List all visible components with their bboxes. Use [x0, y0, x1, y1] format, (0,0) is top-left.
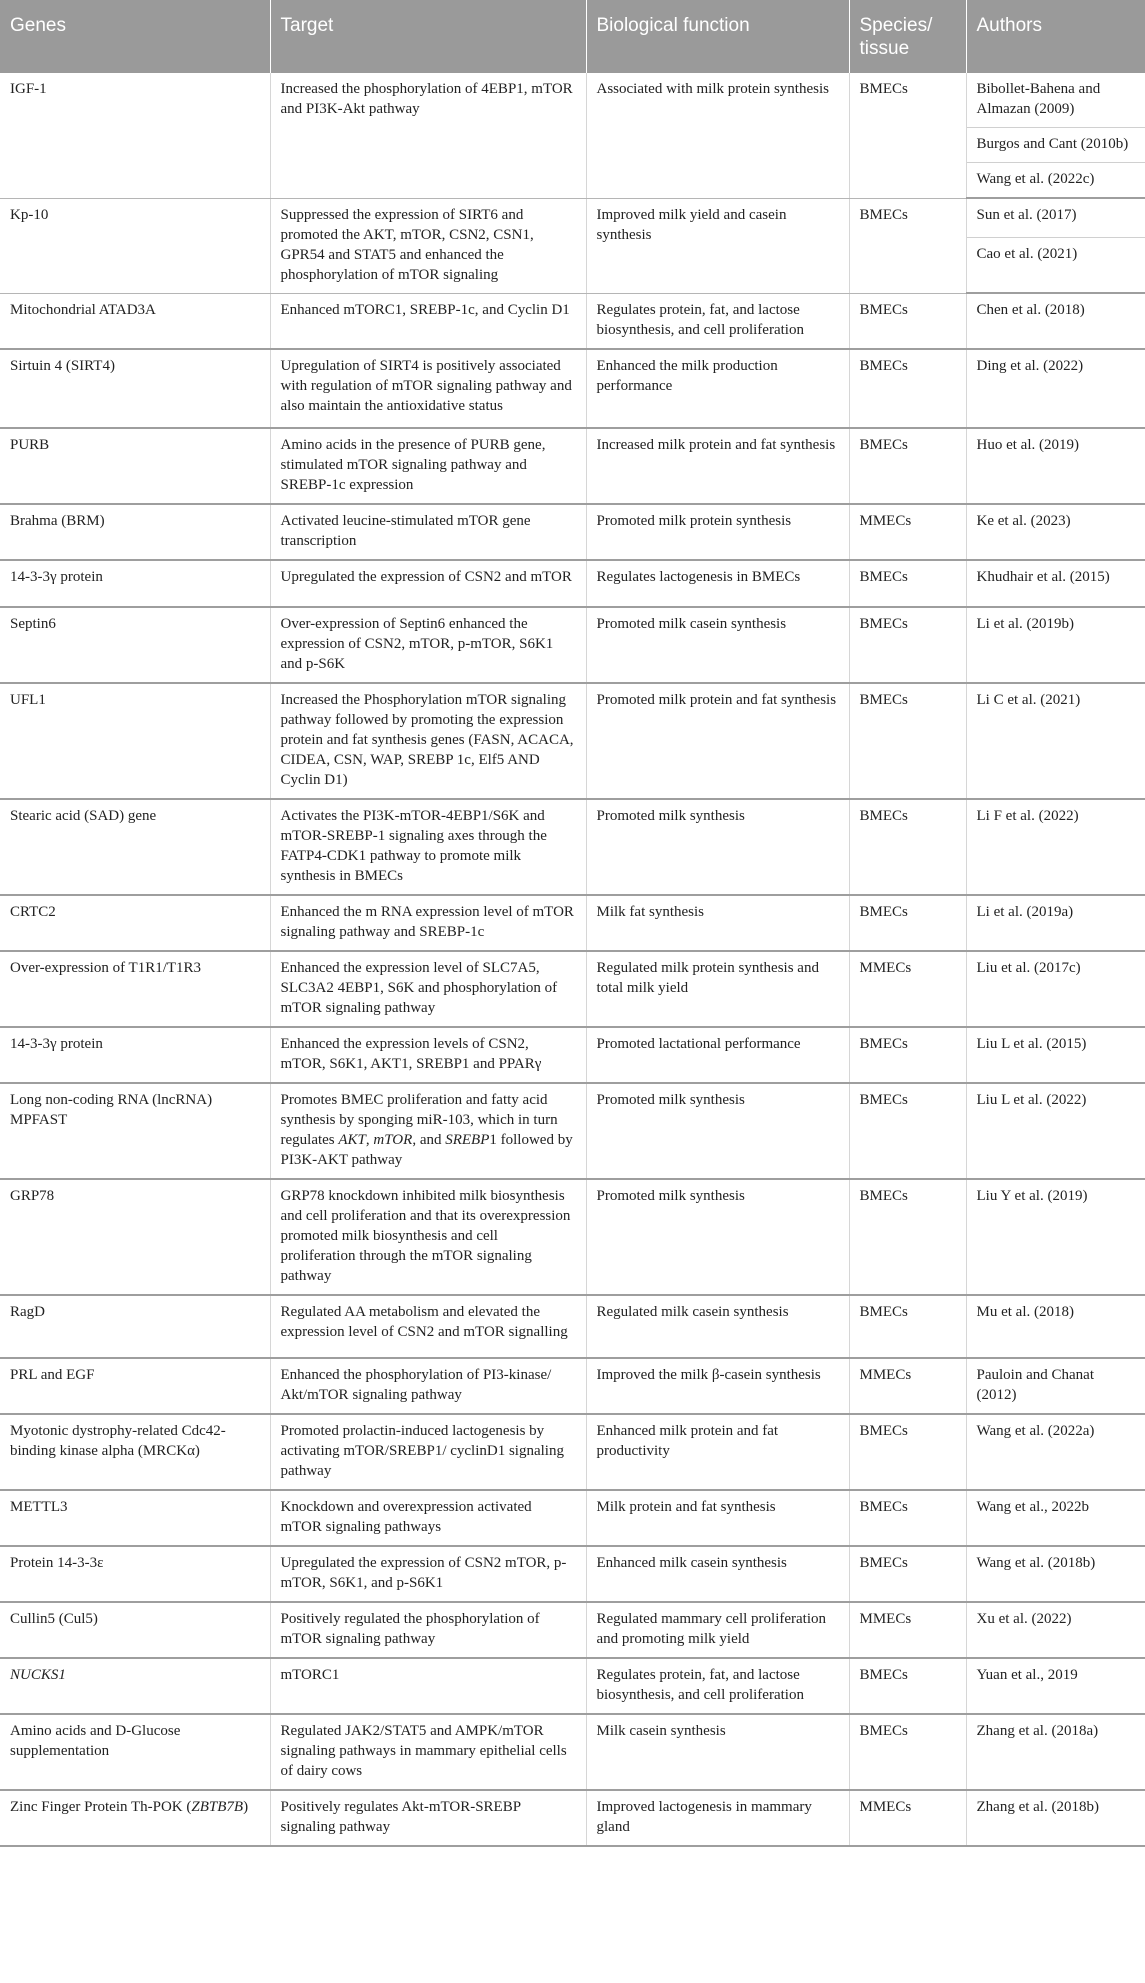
target-cell: Increased the Phosphorylation mTOR signaling pathway followed by promoting the expression protein and fat synthesis genes (FASN, ACACA, CIDEA, CSN, WAP, SREBP 1c, Elf5 AND Cyclin D1) [270, 683, 586, 799]
function-cell: Enhanced the milk production performance [586, 349, 849, 428]
gene-symbol-akt: AKT [338, 1131, 366, 1148]
function-cell: Promoted milk protein and fat synthesis [586, 683, 849, 799]
species-cell: BMECs [849, 1027, 966, 1083]
species-cell: BMECs [849, 73, 966, 198]
author-cell: Wang et al. (2022a) [966, 1414, 1145, 1490]
gene-cell: Septin6 [0, 607, 270, 683]
author-cell: Mu et al. (2018) [966, 1295, 1145, 1358]
target-cell: Knockdown and overexpression activated mTOR signaling pathways [270, 1490, 586, 1546]
table-row [0, 895, 1145, 951]
target-cell: Increased the phosphorylation of 4EBP1, mTOR and PI3K-Akt pathway [270, 73, 586, 198]
target-cell: Suppressed the expression of SIRT6 and promoted the AKT, mTOR, CSN2, CSN1, GPR54 and STAT5 and enhanced the phosphorylation of mTOR signaling [270, 198, 586, 293]
species-cell: BMECs [849, 349, 966, 428]
gene-cell: Amino acids and D-Glucose supplementation [0, 1714, 270, 1790]
gene-cell: Cullin5 (Cul5) [0, 1602, 270, 1658]
function-cell: Milk fat synthesis [586, 895, 849, 951]
author-cell: Chen et al. (2018) [966, 293, 1145, 349]
function-cell: Promoted milk casein synthesis [586, 607, 849, 683]
table-row [0, 198, 1145, 237]
gene-symbol-mtor: mTOR [373, 1131, 413, 1148]
gene-cell: Stearic acid (SAD) gene [0, 799, 270, 895]
author-cell: Wang et al. (2022c) [966, 163, 1145, 199]
species-cell: MMECs [849, 951, 966, 1027]
target-text: , and [412, 1131, 446, 1148]
author-cell: Huo et al. (2019) [966, 428, 1145, 504]
table-row [0, 1358, 1145, 1414]
species-cell: BMECs [849, 607, 966, 683]
header-authors: Authors [966, 0, 1145, 73]
gene-cell: 14-3-3γ protein [0, 1027, 270, 1083]
table-row [0, 951, 1145, 1027]
species-cell: BMECs [849, 428, 966, 504]
gene-cell: NUCKS1 [0, 1658, 270, 1714]
table-row [0, 1546, 1145, 1602]
gene-cell [0, 1790, 270, 1846]
author-cell: Cao et al. (2021) [966, 237, 1145, 293]
target-cell [270, 1083, 586, 1179]
table-row [0, 428, 1145, 504]
function-cell: Improved lactogenesis in mammary gland [586, 1790, 849, 1846]
table-row [0, 73, 1145, 128]
species-cell: BMECs [849, 1179, 966, 1295]
table-row [0, 1658, 1145, 1714]
gene-text: ) [243, 1798, 249, 1815]
gene-symbol-srebp: SREBP [445, 1131, 490, 1148]
target-cell: Upregulated the expression of CSN2 and mTOR [270, 560, 586, 607]
header-target: Target [270, 0, 586, 73]
gene-symbol-zbtb7b: ZBTB7B [191, 1798, 244, 1815]
table-row [0, 683, 1145, 799]
table-row [0, 1414, 1145, 1490]
species-cell: MMECs [849, 1790, 966, 1846]
target-cell: Upregulated the expression of CSN2 mTOR, p-mTOR, S6K1, and p-S6K1 [270, 1546, 586, 1602]
author-cell: Yuan et al., 2019 [966, 1658, 1145, 1714]
table-row [0, 1602, 1145, 1658]
gene-cell: PRL and EGF [0, 1358, 270, 1414]
author-cell: Wang et al. (2018b) [966, 1546, 1145, 1602]
species-cell: BMECs [849, 1714, 966, 1790]
author-cell: Li F et al. (2022) [966, 799, 1145, 895]
target-cell: Regulated AA metabolism and elevated the expression level of CSN2 and mTOR signalling [270, 1295, 586, 1358]
target-cell: Activates the PI3K-mTOR-4EBP1/S6K and mTOR-SREBP-1 signaling axes through the FATP4-CDK1 pathway to promote milk synthesis in BMECs [270, 799, 586, 895]
table-row [0, 504, 1145, 560]
header-species-tissue: Species/ tissue [849, 0, 966, 73]
author-cell: Ke et al. (2023) [966, 504, 1145, 560]
gene-cell: GRP78 [0, 1179, 270, 1295]
target-cell: Enhanced the phosphorylation of PI3-kinase/ Akt/mTOR signaling pathway [270, 1358, 586, 1414]
function-cell: Milk casein synthesis [586, 1714, 849, 1790]
author-cell: Zhang et al. (2018b) [966, 1790, 1145, 1846]
gene-cell: Brahma (BRM) [0, 504, 270, 560]
target-text: , [365, 1131, 374, 1148]
gene-cell: PURB [0, 428, 270, 504]
function-cell: Regulates protein, fat, and lactose biosynthesis, and cell proliferation [586, 293, 849, 349]
target-cell: Positively regulated the phosphorylation of mTOR signaling pathway [270, 1602, 586, 1658]
gene-cell: UFL1 [0, 683, 270, 799]
function-cell: Promoted milk protein synthesis [586, 504, 849, 560]
author-cell: Liu Y et al. (2019) [966, 1179, 1145, 1295]
target-cell: Enhanced the expression level of SLC7A5, SLC3A2 4EBP1, S6K and phosphorylation of mTOR signaling pathway [270, 951, 586, 1027]
species-cell: MMECs [849, 1358, 966, 1414]
author-cell: Li et al. (2019b) [966, 607, 1145, 683]
species-cell: BMECs [849, 1490, 966, 1546]
gene-cell: Kp-10 [0, 198, 270, 293]
author-cell: Liu et al. (2017c) [966, 951, 1145, 1027]
gene-cell: 14-3-3γ protein [0, 560, 270, 607]
target-cell: Positively regulates Akt-mTOR-SREBP signaling pathway [270, 1790, 586, 1846]
author-cell: Sun et al. (2017) [966, 198, 1145, 237]
table-row [0, 560, 1145, 607]
gene-cell: Protein 14-3-3ε [0, 1546, 270, 1602]
gene-cell: IGF-1 [0, 73, 270, 198]
gene-text: Zinc Finger Protein Th-POK ( [10, 1798, 192, 1815]
table-row [0, 1295, 1145, 1358]
gene-cell: Sirtuin 4 (SIRT4) [0, 349, 270, 428]
function-cell: Enhanced milk protein and fat productivity [586, 1414, 849, 1490]
species-cell: BMECs [849, 799, 966, 895]
author-cell: Wang et al., 2022b [966, 1490, 1145, 1546]
table-row [0, 799, 1145, 895]
function-cell: Regulated milk protein synthesis and total milk yield [586, 951, 849, 1027]
target-cell: mTORC1 [270, 1658, 586, 1714]
target-cell: Enhanced mTORC1, SREBP-1c, and Cyclin D1 [270, 293, 586, 349]
author-cell: Liu L et al. (2022) [966, 1083, 1145, 1179]
species-cell: MMECs [849, 504, 966, 560]
function-cell: Promoted milk synthesis [586, 1179, 849, 1295]
table-row [0, 1179, 1145, 1295]
species-cell: BMECs [849, 895, 966, 951]
table-row [0, 1714, 1145, 1790]
table-row [0, 349, 1145, 428]
target-cell: Enhanced the expression levels of CSN2, mTOR, S6K1, AKT1, SREBP1 and PPARγ [270, 1027, 586, 1083]
function-cell: Milk protein and fat synthesis [586, 1490, 849, 1546]
gene-cell: Over-expression of T1R1/T1R3 [0, 951, 270, 1027]
author-cell: Zhang et al. (2018a) [966, 1714, 1145, 1790]
author-cell: Khudhair et al. (2015) [966, 560, 1145, 607]
author-cell: Bibollet-Bahena and Almazan (2009) [966, 73, 1145, 128]
function-cell: Regulated milk casein synthesis [586, 1295, 849, 1358]
function-cell: Improved milk yield and casein synthesis [586, 198, 849, 293]
author-cell: Ding et al. (2022) [966, 349, 1145, 428]
gene-cell: RagD [0, 1295, 270, 1358]
header-biological-function: Biological function [586, 0, 849, 73]
gene-cell: Mitochondrial ATAD3A [0, 293, 270, 349]
target-cell: Activated leucine-stimulated mTOR gene transcription [270, 504, 586, 560]
author-cell: Liu L et al. (2015) [966, 1027, 1145, 1083]
target-cell: Regulated JAK2/STAT5 and AMPK/mTOR signaling pathways in mammary epithelial cells of dairy cows [270, 1714, 586, 1790]
target-cell: Amino acids in the presence of PURB gene, stimulated mTOR signaling pathway and SREBP-1c expression [270, 428, 586, 504]
function-cell: Promoted milk synthesis [586, 799, 849, 895]
author-cell: Xu et al. (2022) [966, 1602, 1145, 1658]
function-cell: Regulates lactogenesis in BMECs [586, 560, 849, 607]
table-row [0, 1027, 1145, 1083]
header-genes: Genes [0, 0, 270, 73]
target-cell: GRP78 knockdown inhibited milk biosynthesis and cell proliferation and that its overexpression promoted milk biosynthesis and cell proliferation through the mTOR signaling pathway [270, 1179, 586, 1295]
target-cell: Promoted prolactin-induced lactogenesis by activating mTOR/SREBP1/ cyclinD1 signaling pathway [270, 1414, 586, 1490]
species-cell: BMECs [849, 198, 966, 293]
function-cell: Regulates protein, fat, and lactose biosynthesis, and cell proliferation [586, 1658, 849, 1714]
function-cell: Regulated mammary cell proliferation and promoting milk yield [586, 1602, 849, 1658]
target-cell: Over-expression of Septin6 enhanced the expression of CSN2, mTOR, p-mTOR, S6K1 and p-S6K [270, 607, 586, 683]
gene-cell: Myotonic dystrophy-related Cdc42-binding kinase alpha (MRCKα) [0, 1414, 270, 1490]
function-cell: Promoted milk synthesis [586, 1083, 849, 1179]
species-cell: MMECs [849, 1602, 966, 1658]
author-cell: Pauloin and Chanat (2012) [966, 1358, 1145, 1414]
species-cell: BMECs [849, 1083, 966, 1179]
target-cell: Upregulation of SIRT4 is positively associated with regulation of mTOR signaling pathway and also maintain the antioxidative status [270, 349, 586, 428]
table-row [0, 1083, 1145, 1179]
species-cell: BMECs [849, 1658, 966, 1714]
gene-cell: Long non-coding RNA (lncRNA) MPFAST [0, 1083, 270, 1179]
species-cell: BMECs [849, 683, 966, 799]
function-cell: Promoted lactational performance [586, 1027, 849, 1083]
species-cell: BMECs [849, 1295, 966, 1358]
function-cell: Enhanced milk casein synthesis [586, 1546, 849, 1602]
target-cell: Enhanced the m RNA expression level of mTOR signaling pathway and SREBP-1c [270, 895, 586, 951]
author-cell: Li et al. (2019a) [966, 895, 1145, 951]
author-cell: Burgos and Cant (2010b) [966, 128, 1145, 163]
header-row [0, 0, 1145, 73]
function-cell: Increased milk protein and fat synthesis [586, 428, 849, 504]
target-text: 1 followed by PI3K-AKT pathway [280, 1131, 573, 1168]
species-cell: BMECs [849, 1414, 966, 1490]
table-row [0, 607, 1145, 683]
target-text: Promotes BMEC proliferation and fatty acid synthesis by sponging miR-103, which in turn regulates [280, 1091, 558, 1148]
species-cell: BMECs [849, 560, 966, 607]
species-cell: BMECs [849, 1546, 966, 1602]
author-cell: Li C et al. (2021) [966, 683, 1145, 799]
species-cell: BMECs [849, 293, 966, 349]
function-cell: Associated with milk protein synthesis [586, 73, 849, 198]
table-row [0, 1790, 1145, 1846]
table-row [0, 293, 1145, 349]
gene-cell: METTL3 [0, 1490, 270, 1546]
table-row [0, 1490, 1145, 1546]
function-cell: Improved the milk β-casein synthesis [586, 1358, 849, 1414]
gene-cell: CRTC2 [0, 895, 270, 951]
